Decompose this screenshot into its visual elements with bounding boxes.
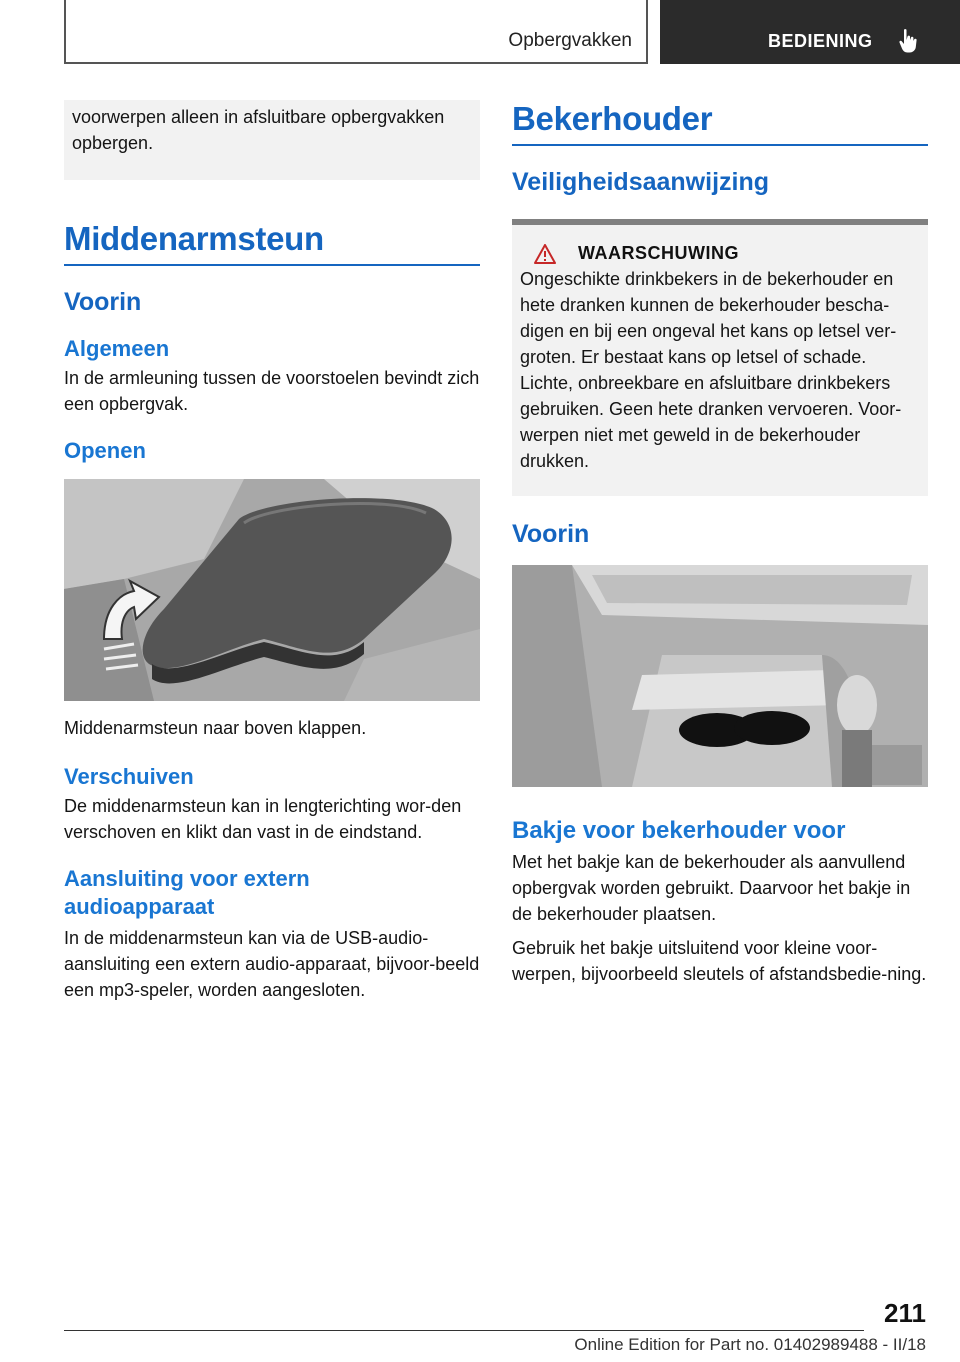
intro-text: voorwerpen alleen in afsluitbare opbergvakken opbergen. [72,107,445,153]
heading-verschuiven: Verschuiven [64,764,194,789]
verschuiven-text: De middenarmsteun kan in lengterichting wor-den verschoven en klikt dan vast in de eindstand. [64,796,462,842]
warning-text: Ongeschikte drinkbekers in de bekerhouder en hete dranken kunnen de bekerhouder bescha-digen en bij een ongeval het kans op letsel ver-groten. Er bestaat kans op letsel of schade. Lichte, onbreekbare en afsluitbare drinkbekers gebruiken. Geen hete dranken vervoeren. Voor-werpen niet met geweld in de bekerhouder drukken. [520,269,902,471]
heading-algemeen: Algemeen [64,336,170,361]
armrest-photo [64,479,480,701]
header-section-title: Opbergvakken [508,30,632,51]
left-column [64,100,480,1003]
heading-openen: Openen [64,438,146,463]
heading-bekerhouder: Bekerhouder [512,100,928,146]
hand-pointer-icon [898,28,920,59]
bakje-text-2: Gebruik het bakje uitsluitend voor kleine voor-werpen, bijvoorbeeld sleutels of afstandsbedie-ning. [512,938,927,984]
heading-voorin-left: Voorin [64,288,142,316]
heading-middenarmsteun: Middenarmsteun [64,220,480,266]
openen-caption: Middenarmsteun naar boven klappen. [64,718,367,738]
heading-veiligheidsaanwijzing: Veiligheidsaanwijzing [512,168,770,196]
warning-box [512,219,928,496]
cupholder-photo [512,565,928,787]
heading-aansluiting: Aansluiting voor extern audioapparaat [64,866,310,919]
header-chapter-box [660,0,960,64]
warning-triangle-icon [534,244,556,264]
intro-notice [64,100,480,180]
bakje-text-1: Met het bakje kan de bekerhouder als aanvullend opbergvak worden gebruikt. Daarvoor het bakje in de bekerhouder plaatsen. [512,852,911,924]
warning-title: WAARSCHUWING [578,243,739,263]
warning-header [520,243,920,264]
header-section-box [64,0,648,64]
aansluiting-text: In de middenarmsteun kan via de USB-audio-aansluiting een extern audio-apparaat, bijvoor-beeld een mp3-speler, worden aangesloten. [64,928,480,1000]
page-number: 211 [884,1298,926,1328]
header-chapter-title: BEDIENING [768,31,873,51]
heading-bakje: Bakje voor bekerhouder voor [512,817,846,844]
heading-voorin-right: Voorin [512,520,590,548]
algemeen-text: In de armleuning tussen de voorstoelen bevindt zich een opbergvak. [64,368,480,414]
right-column [512,100,928,987]
footer-rule [64,1330,864,1331]
edition-text: Online Edition for Part no. 01402989488 - II/18 [574,1335,926,1354]
